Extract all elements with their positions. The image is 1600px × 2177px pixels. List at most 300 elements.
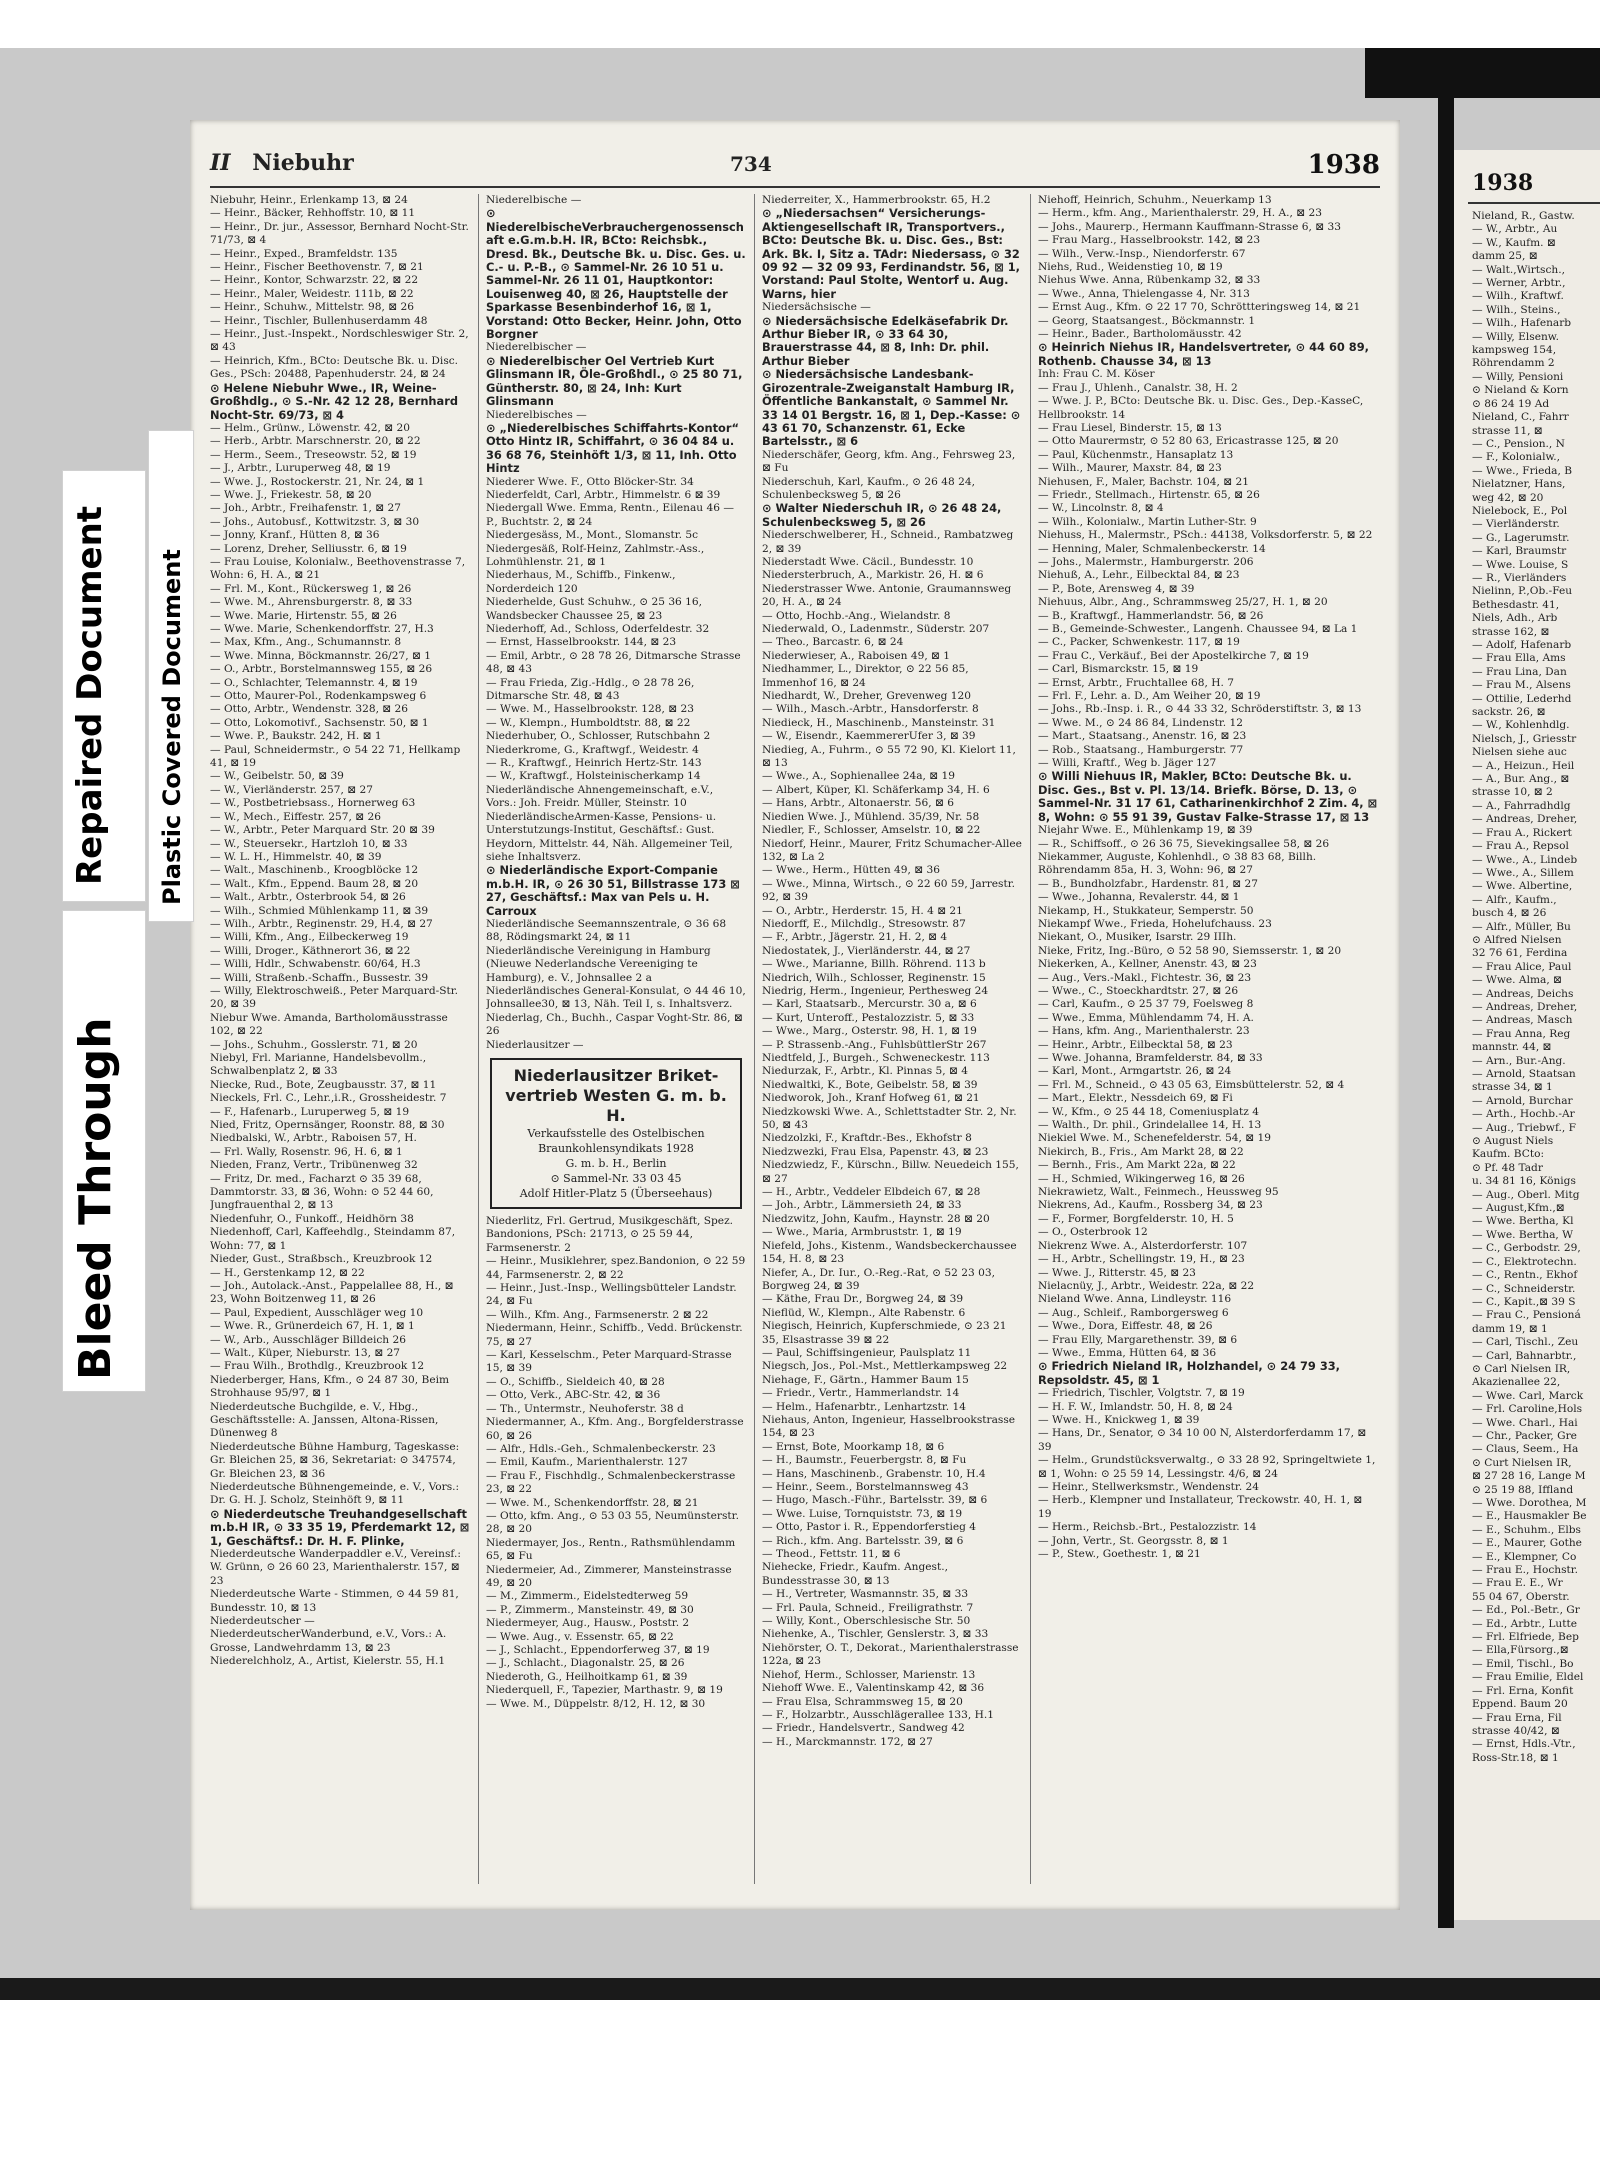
directory-entry: — Herm., Reichsb.-Brt., Pestalozzistr. 14 bbox=[1038, 1521, 1257, 1534]
directory-entry: Niehörster, O. T., Dekorat., Marienthalerstrasse 122a, ⊠ 23 bbox=[762, 1641, 1019, 1668]
next-page-entry: — Walt.,Wirtsch., bbox=[1472, 263, 1565, 276]
next-page-entry: u. 34 81 16, Königs bbox=[1472, 1175, 1576, 1188]
directory-entry: — W., Arbtr., Peter Marquard Str. 20 ⊠ 39 bbox=[210, 824, 435, 837]
directory-entry: Niehuus, Albr., Ang., Schrammsweg 25/27, H. 1, ⊠ 20 bbox=[1038, 596, 1328, 609]
directory-entry: Nieke, Fritz, Ing.-Büro, ⊙ 52 58 90, Siemsserstr. 1, ⊠ 20 bbox=[1038, 944, 1342, 957]
directory-entry: Nieden, Franz, Vertr., Tribünenweg 32 bbox=[210, 1159, 418, 1172]
next-page-entry: — Wwe. Carl, Marck bbox=[1472, 1389, 1584, 1402]
directory-entry: — Carl, Kaufm., ⊙ 25 37 79, Foelsweg 8 bbox=[1038, 998, 1254, 1011]
top-margin bbox=[0, 0, 1600, 48]
directory-entry: Niederquell, F., Tapezier, Marthastr. 9, ⊠ 19 bbox=[486, 1684, 723, 1697]
directory-entry: — Wwe. Marie, Schenkendorffstr. 27, H.3 bbox=[210, 623, 434, 635]
directory-entry: Niekrawietz, Walt., Feinmech., Heussweg 95 bbox=[1038, 1186, 1279, 1199]
next-page-entry: — Andreas, Masch bbox=[1472, 1014, 1573, 1027]
next-page-entry: — Andreas, Dreher, bbox=[1472, 813, 1578, 826]
directory-entry: Niefer, A., Dr. Iur., O.-Reg.-Rat, ⊙ 52 23 03, Borgweg 24, ⊠ 39 bbox=[762, 1266, 995, 1292]
directory-entry: Niederwald, O., Ladenmstr., Süderstr. 207 bbox=[762, 623, 990, 635]
next-page-entry: — E., Schuhm., Elbs bbox=[1472, 1523, 1581, 1536]
directory-entry: Niehusen, F., Maler, Bachstr. 104, ⊠ 21 bbox=[1038, 475, 1249, 488]
label-bleed-through: Bleed Through bbox=[70, 1017, 121, 1380]
next-page-entry: — Ella,Fürsorg.,⊠ bbox=[1472, 1644, 1569, 1657]
directory-entry: — Wwe. M., ⊙ 24 86 84, Lindenstr. 12 bbox=[1038, 716, 1243, 729]
directory-entry: — Ernst, Hasselbrookstr. 144, ⊠ 23 bbox=[486, 636, 677, 649]
next-page-entry: — Wilh., Steins., bbox=[1472, 303, 1561, 316]
directory-entry: — H., Marckmannstr. 172, ⊠ 27 bbox=[762, 1735, 933, 1748]
next-page-entry: — Wwe. Albertine, bbox=[1472, 880, 1573, 893]
directory-entry: Niedhardt, W., Dreher, Grevenweg 120 bbox=[762, 690, 971, 703]
directory-entry: — Heinr., Stellwerksmstr., Wendenstr. 24 bbox=[1038, 1481, 1260, 1493]
directory-entry: — Wwe., Johanna, Revalerstr. 44, ⊠ 1 bbox=[1038, 891, 1240, 904]
next-page-entry: Röhrendamm 2 bbox=[1472, 357, 1555, 370]
directory-entry: — Paul, Küchenmstr., Hansaplatz 13 bbox=[1038, 448, 1234, 461]
directory-entry: Nied, Fritz, Opernsänger, Roonstr. 88, ⊠ 30 bbox=[210, 1119, 445, 1132]
gutter-shadow bbox=[1438, 98, 1454, 1928]
directory-entry: — Heinr., Bader., Bartholomäusstr. 42 bbox=[1038, 328, 1242, 341]
directory-entry: — Aug., Schleif., Ramborgersweg 6 bbox=[1038, 1306, 1229, 1319]
directory-entry: — Heinr., Musiklehrer, spez.Bandonion, ⊙ 22 59 44, Farmsenerstr. 2, ⊠ 22 bbox=[486, 1255, 746, 1281]
next-page-entry: 55 04 67, Oberstr. bbox=[1472, 1590, 1570, 1603]
directory-entry: Niedtfeld, J., Burgeh., Schweneckestr. 113 bbox=[762, 1052, 990, 1064]
directory-entry: — Heinr., Seem., Borstelmannsweg 43 bbox=[762, 1481, 969, 1493]
directory-entry: — Wwe. J., Friekestr. 58, ⊠ 20 bbox=[210, 488, 372, 501]
directory-entry: — Friedr., Handelsvertr., Sandweg 42 bbox=[762, 1722, 965, 1735]
directory-entry: — Paul, Schiffsingenieur, Paulsplatz 11 bbox=[762, 1346, 972, 1359]
directory-entry: Niedzkowski Wwe. A., Schlettstadter Str. 2, Nr. 50, ⊠ 43 bbox=[762, 1105, 1017, 1132]
next-page-entry: — A., Bur. Ang., ⊠ bbox=[1472, 773, 1570, 786]
directory-entry: — Wilh., Arbtr., Reginenstr. 29, H.4, ⊠ 27 bbox=[210, 917, 433, 930]
next-page-entry: Akazienallee 22, bbox=[1472, 1376, 1561, 1389]
directory-entry: Niehoff Wwe. E., Valentinskamp 42, ⊠ 36 bbox=[762, 1682, 985, 1695]
next-page-entry: — E., Hausmakler Be bbox=[1472, 1510, 1587, 1523]
directory-entry: — O., Osterbrook 12 bbox=[1038, 1226, 1148, 1239]
directory-entry: Niederwieser, A., Raboisen 49, ⊠ 1 bbox=[762, 649, 951, 662]
column-divider bbox=[754, 194, 755, 1884]
next-page-entry: — Wilh., Kraftwf. bbox=[1472, 290, 1564, 303]
directory-entry: Niederschwelberer, H., Schneid., Rambatzweg 2, ⊠ 39 bbox=[762, 529, 1014, 555]
directory-page bbox=[190, 120, 1400, 1910]
directory-entry: Nieckels, Frl. C., Lehr.,i.R., Grossheidestr. 7 bbox=[210, 1092, 447, 1105]
directory-entry: Niederländische Ahnengemeinschaft, e.V., Vors.: Joh. Freidr. Müller, Steinstr. 10 bbox=[486, 783, 714, 810]
next-page-entry: — Aug., Triebwf., F bbox=[1472, 1121, 1576, 1134]
directory-entry: Niedrig, Herm., Ingenieur, Perthesweg 24 bbox=[762, 984, 989, 997]
directory-entry: — Willy, Kont., Oberschlesische Str. 50 bbox=[762, 1615, 971, 1628]
next-page-entry: — Ottilie, Lederhd bbox=[1472, 692, 1572, 705]
directory-entry: Niehoff, Heinrich, Schuhm., Neuerkamp 13 bbox=[1038, 194, 1272, 206]
directory-entry: Niedostatek, J., Vierländerstr. 44, ⊠ 27 bbox=[762, 944, 971, 957]
directory-entry: ⊙ Niederdeutsche Treuhandgesellschaft m.b.H IR, ⊙ 33 35 19, Pferdemarkt 12, ⊠ 1, Geschäftsf.: Dr. H. F. Plinke, bbox=[210, 1506, 470, 1548]
directory-entry: — Joh., Arbtr., Freihafenstr. 1, ⊠ 27 bbox=[210, 502, 402, 515]
next-page-entry: Nielebock, E., Pol bbox=[1472, 504, 1568, 517]
directory-entry: Niederlausitzer — bbox=[486, 1038, 584, 1051]
bottom-margin bbox=[0, 2000, 1600, 2177]
directory-entry: Niekiel Wwe. M., Schenefelderstr. 54, ⊠ 19 bbox=[1038, 1132, 1272, 1145]
directory-entry: Niehage, F., Gärtn., Hammer Baum 15 bbox=[762, 1373, 969, 1386]
label-plastic: Plastic Covered Document bbox=[158, 549, 186, 905]
directory-entry: Niehecke, Friedr., Kaufm. Angest., Bundesstrasse 30, ⊠ 13 bbox=[762, 1561, 948, 1587]
directory-entry: — Frl. M., Kont., Rückersweg 1, ⊠ 26 bbox=[210, 582, 412, 595]
directory-entry: — Herm., Seem., Treseowstr. 52, ⊠ 19 bbox=[210, 448, 417, 461]
next-page-entry: — Ernst, Hdls.-Vtr., bbox=[1472, 1738, 1576, 1751]
next-page-entry: — Frau E., Hochstr. bbox=[1472, 1564, 1579, 1577]
directory-entry: Nielacnüy, J., Arbtr., Weidestr. 22a, ⊠ 22 bbox=[1038, 1279, 1255, 1292]
directory-entry: — H., Gerstenkamp 12, ⊠ 22 bbox=[210, 1266, 365, 1279]
directory-entry: — Heinr., Kontor, Schwarzstr. 22, ⊠ 22 bbox=[210, 274, 419, 287]
next-page-entry: kampsweg 154, bbox=[1472, 344, 1557, 357]
directory-entry: — Heinr., Arbtr., Eilbecktal 58, ⊠ 23 bbox=[1038, 1038, 1233, 1051]
directory-entry: — Johs., Autobusf., Kottwitzstr. 3, ⊠ 30 bbox=[210, 515, 420, 528]
directory-entry: — Wwe. Johanna, Bramfelderstr. 84, ⊠ 33 bbox=[1038, 1052, 1263, 1064]
directory-entry: — H., Arbtr., Schellingstr. 19, H., ⊠ 23 bbox=[1038, 1253, 1245, 1266]
directory-entry: — Wwe. M., Ahrensburgerstr. 8, ⊠ 33 bbox=[210, 596, 413, 609]
next-page-entry: Nielatzner, Hans, bbox=[1472, 478, 1566, 491]
directory-entry: ⊙ Heinrich Niehus IR, Handelsvertreter, ⊙ 44 60 89, Rothenb. Chausse 34, ⊠ 13 bbox=[1038, 340, 1369, 368]
next-page-entry: Eppend. Baum 20 bbox=[1472, 1698, 1568, 1711]
directory-entry: Niederstadt Wwe. Cäcil., Bundesstr. 10 bbox=[762, 555, 974, 568]
directory-entry: Niekant, O., Musiker, Isarstr. 29 IIIh. bbox=[1038, 931, 1237, 944]
directory-entry: ⊙ „Niedersachsen“ Versicherungs-Aktiengesellschaft IR, Transportvers., BCto: Deutsche Bk. u. Disc. Ges., Bst: Ark. Bk. I, Sitz a. TAdr: Niedersass, ⊙ 32 09 92 — 32 09 93, Ferdinandstr. 56, ⊠ 1, Vorstand: Paul Stolte, Wentorf u. Aug. Warns, hier bbox=[762, 206, 1020, 301]
directory-entry: — O., Schiffb., Sieldeich 40, ⊠ 28 bbox=[486, 1375, 665, 1388]
next-page-entry: ⊙ Carl Nielsen IR, bbox=[1472, 1362, 1571, 1375]
directory-entry: Niehs, Rud., Weidenstieg 10, ⊠ 19 bbox=[1038, 261, 1223, 274]
directory-entry: — W. L. H., Himmelstr. 40, ⊠ 39 bbox=[210, 850, 382, 863]
directory-entry: Niederhoff, Ad., Schloss, Oderfeldestr. 32 bbox=[486, 623, 710, 635]
directory-entry: Niehof, Herm., Schlosser, Marienstr. 13 bbox=[762, 1668, 976, 1681]
directory-entry: — Theod., Fettstr. 11, ⊠ 6 bbox=[762, 1548, 901, 1561]
directory-entry: — Wwe. P., Baukstr. 242, H. ⊠ 1 bbox=[210, 730, 382, 743]
directory-entry: — Willi, Hdlr., Schwabenstr. 60/64, H.3 bbox=[210, 958, 421, 971]
directory-entry: Niederelbische — bbox=[486, 194, 582, 206]
next-page-entry: — Frl. Caroline,Hols bbox=[1472, 1403, 1583, 1416]
directory-entry: Niederoth, G., Heilhoitkamp 61, ⊠ 39 bbox=[486, 1670, 688, 1683]
column-1 bbox=[210, 194, 470, 1894]
directory-entry: — Lorenz, Dreher, Selliusstr. 6, ⊠ 19 bbox=[210, 542, 407, 555]
directory-entry: — Willi, Kfm., Ang., Eilbeckerweg 19 bbox=[210, 931, 409, 944]
directory-entry: ⊙ Walter Niederschuh IR, ⊙ 26 48 24, Schulenbecksweg 5, ⊠ 26 bbox=[762, 501, 1002, 529]
directory-entry: — Walt., Maschinenb., Kroogblöcke 12 bbox=[210, 864, 419, 877]
ad-title-line-1: Niederlausitzer Briket- bbox=[513, 1066, 719, 1085]
directory-entry: — W., Vierländerstr. 257, ⊠ 27 bbox=[210, 783, 373, 796]
directory-entry: — H. F. W., Imlandstr. 50, H. 8, ⊠ 24 bbox=[1038, 1400, 1233, 1413]
directory-entry: — Wilh., Maurer, Maxstr. 84, ⊠ 23 bbox=[1038, 462, 1222, 475]
next-page-entry: — E., Maurer, Gothe bbox=[1472, 1537, 1582, 1550]
directory-entry: Niederländische Seemannszentrale, ⊙ 36 68 88, Rödingsmarkt 24, ⊠ 11 bbox=[486, 917, 727, 944]
directory-entry: — P., Zimmerm., Mansteinstr. 49, ⊠ 30 bbox=[486, 1603, 694, 1616]
ad-line-2: Braunkohlensyndikats 1928 bbox=[538, 1142, 694, 1155]
next-page-entry: Nielsen siehe auc bbox=[1472, 746, 1567, 759]
directory-entry: Niecke, Rud., Bote, Zeugbausstr. 37, ⊠ 11 bbox=[210, 1078, 437, 1091]
column-divider bbox=[1030, 194, 1031, 1884]
directory-entry: — Paul, Expedient, Ausschläger weg 10 bbox=[210, 1306, 424, 1319]
directory-entry: — Herb., Arbtr. Marschnerstr. 20, ⊠ 22 bbox=[210, 435, 421, 448]
directory-entry: — Wwe. Minna, Böckmannstr. 26/27, ⊠ 1 bbox=[210, 649, 431, 662]
next-page-entry: — C., Gerbodstr. 29, bbox=[1472, 1242, 1581, 1255]
next-page-entry: mannstr. 44, ⊠ bbox=[1472, 1041, 1552, 1054]
directory-entry: Niebuhr, Heinr., Erlenkamp 13, ⊠ 24 bbox=[210, 194, 408, 206]
directory-entry: Nieder, Gust., Straßbsch., Kreuzbrook 12 bbox=[210, 1253, 433, 1266]
next-page-entry: Bethesdastr. 41, bbox=[1472, 598, 1560, 611]
directory-entry: — Johs., Malermstr., Hamburgerstr. 206 bbox=[1038, 555, 1254, 568]
directory-entry: — Heinr., Bäcker, Rehhoffstr. 10, ⊠ 11 bbox=[210, 207, 416, 220]
page-number: 734 bbox=[730, 152, 772, 176]
directory-entry: — Wwe. Aug., v. Essenstr. 65, ⊠ 22 bbox=[486, 1630, 674, 1643]
directory-entry: — Ernst, Bote, Moorkamp 18, ⊠ 6 bbox=[762, 1440, 945, 1453]
ad-line-3: G. m. b. H., Berlin bbox=[565, 1157, 667, 1170]
directory-entry: — Ernst, Arbtr., Fruchtallee 68, H. 7 bbox=[1038, 676, 1234, 689]
next-page-entry: damm 19, ⊠ 1 bbox=[1472, 1322, 1548, 1335]
directory-entry: Niedzwiedz, F., Kürschn., Billw. Neuedeich 155, ⊠ 27 bbox=[762, 1159, 1019, 1185]
next-page-entry: — Ed., Pol.-Betr., Gr bbox=[1472, 1604, 1580, 1617]
next-page-rule bbox=[1468, 202, 1600, 204]
directory-entry: Niederelchholz, A., Artist, Kielerstr. 55, H.1 bbox=[210, 1655, 446, 1668]
next-page-entry: — C., Pension., N bbox=[1472, 437, 1565, 450]
directory-entry: — F., Hafenarb., Luruperweg 5, ⊠ 19 bbox=[210, 1105, 410, 1118]
next-page-entry: — Wwe. Bertha, Kl bbox=[1472, 1215, 1574, 1228]
directory-entry: Niefeld, Johs., Kistenm., Wandsbeckerchaussee 154, H. 8, ⊠ 23 bbox=[762, 1239, 1017, 1266]
next-page-entry: 32 76 61, Ferdina bbox=[1472, 947, 1568, 960]
directory-entry: Niehuß, A., Lehr., Eilbecktal 84, ⊠ 23 bbox=[1038, 569, 1240, 582]
directory-entry: — Th., Untermstr., Neuhoferstr. 38 d bbox=[486, 1402, 684, 1415]
directory-entry: — Fritz, Dr. med., Facharzt ⊙ 35 39 68, Dammtorstr. 33, ⊠ 36, Wohn: ⊙ 52 44 60, Jungfrauenthal 2, ⊠ 13 bbox=[210, 1172, 434, 1212]
next-page-entry: Ross-Str.18, ⊠ 1 bbox=[1472, 1751, 1559, 1764]
next-page-entry: — Arn., Bur.-Ang. bbox=[1472, 1054, 1566, 1067]
page-header bbox=[210, 150, 1380, 184]
next-page-entry: — Wwe. Charl., Hai bbox=[1472, 1416, 1578, 1429]
directory-entry: — Hugo, Masch.-Führ., Bartelsstr. 39, ⊠ 6 bbox=[762, 1494, 988, 1507]
directory-entry: — W., Eisendr., KaemmererUfer 3, ⊠ 39 bbox=[762, 730, 976, 743]
directory-entry: ⊙ Niedersächsische Edelkäsefabrik Dr. Arthur Bieber IR, ⊙ 33 64 30, Brauerstrasse 44, ⊠ 8, Inh: Dr. phil. Arthur Bieber bbox=[762, 313, 1009, 368]
directory-entry: — Wwe. M., Schenkendorffstr. 28, ⊠ 21 bbox=[486, 1496, 699, 1509]
next-page-entry: — Wilh., Hafenarb bbox=[1472, 317, 1572, 330]
directory-entry: Niederländische Vereinigung in Hamburg (Nieuwe Nederlandsche Vereeniging te Hamburg), e. V., Johnsallee 2 a bbox=[486, 944, 711, 984]
directory-entry: — Max, Kfm., Ang., Schumannstr. 8 bbox=[210, 636, 402, 649]
next-page-entry: — Frl. Erna, Konfit bbox=[1472, 1684, 1574, 1697]
directory-entry: Niekrenz Wwe. A., Alsterdorferstr. 107 bbox=[1038, 1239, 1248, 1252]
directory-entry: — Johs., Schuhm., Gosslerstr. 71, ⊠ 20 bbox=[210, 1038, 418, 1051]
directory-entry: — Georg, Staatsangest., Böckmannstr. 1 bbox=[1038, 314, 1256, 327]
ad-title-line-2: vertrieb Westen G. m. b. H. bbox=[505, 1086, 727, 1125]
next-page-entry: ⊠ 27 28 16, Lange M bbox=[1472, 1470, 1586, 1483]
directory-entry: Niederländisches General-Konsulat, ⊙ 44 46 10, Johnsallee30, ⊠ 13, Näh. Teil I, s. Inhaltsverz. bbox=[486, 984, 746, 1011]
next-page-entry: — Frau Ella, Ams bbox=[1472, 652, 1566, 665]
directory-entry: — Joh., Autolack.-Anst., Pappelallee 88, H., ⊠ 23, Wohn Boitzenweg 11, ⊠ 26 bbox=[210, 1279, 454, 1306]
directory-entry: — Helm., Hafenarbtr., Lenhartzstr. 14 bbox=[762, 1400, 966, 1413]
next-page-entry: — Frau Anna, Reg bbox=[1472, 1027, 1571, 1040]
directory-entry: — W., Geibelstr. 50, ⊠ 39 bbox=[210, 770, 344, 783]
directory-entry: — Otto, Arbtr., Wendenstr. 328, ⊠ 26 bbox=[210, 703, 409, 716]
directory-entry: — Otto, kfm. Ang., ⊙ 53 03 55, Neumünsterstr. 28, ⊠ 20 bbox=[486, 1509, 739, 1536]
next-page-entry: — Wwe., Frieda, B bbox=[1472, 464, 1572, 477]
directory-entry: Niekirch, B., Fris., Am Markt 28, ⊠ 22 bbox=[1038, 1145, 1244, 1158]
next-page-entry: — C., Rentn., Ekhof bbox=[1472, 1269, 1578, 1282]
directory-entry: Niederelbischer — bbox=[486, 341, 587, 354]
scanner-shadow bbox=[1365, 48, 1600, 98]
next-page-entry: — W., Arbtr., Au bbox=[1472, 223, 1558, 236]
directory-entry: — Emil, Arbtr., ⊙ 28 78 26, Ditmarsche Strasse 48, ⊠ 43 bbox=[486, 649, 741, 676]
directory-entry: — Frl. Wally, Rosenstr. 96, H. 6, ⊠ 1 bbox=[210, 1145, 403, 1158]
directory-entry: Niederdeutsche Bühne Hamburg, Tageskasse: Gr. Bleichen 25, ⊠ 36, Sekretariat: ⊙ 347574, Gr. Bleichen 23, ⊠ 36 bbox=[210, 1440, 460, 1480]
next-page-entry: — F., Kolonialw., bbox=[1472, 451, 1560, 464]
directory-entry: Niekampf Wwe., Frieda, Hohelufchauss. 23 bbox=[1038, 917, 1272, 930]
next-page-entry: — Chr., Packer, Gre bbox=[1472, 1429, 1577, 1442]
directory-entry: — Frau Louise, Kolonialw., Beethovenstrasse 7, Wohn: 6, H. A., ⊠ 21 bbox=[210, 555, 466, 582]
label-repaired: Repaired Document bbox=[70, 505, 110, 885]
advertisement-box bbox=[490, 1058, 742, 1209]
directory-entry: Niederreiter, X., Hammerbrookstr. 65, H.2 bbox=[762, 194, 991, 206]
directory-entry: — O., Schlachter, Telemannstr. 4, ⊠ 19 bbox=[210, 676, 418, 689]
next-page-entry: ⊙ 25 19 88, Iffland bbox=[1472, 1483, 1574, 1496]
next-page-entry: strasse 34, ⊠ 1 bbox=[1472, 1081, 1553, 1094]
directory-entry: — Willi, Straßenb.-Schaffn., Bussestr. 39 bbox=[210, 971, 429, 984]
next-page-year: 1938 bbox=[1472, 170, 1534, 196]
next-page-entry: — W., Kaufm. ⊠ bbox=[1472, 236, 1556, 249]
directory-entry: — Rich., kfm. Ang. Bartelsstr. 39, ⊠ 6 bbox=[762, 1534, 964, 1547]
next-page-entry: — Andreas, Dreher, bbox=[1472, 1000, 1578, 1013]
directory-entry: — Rob., Staatsang., Hamburgerstr. 77 bbox=[1038, 743, 1244, 756]
directory-entry: — J., Arbtr., Luruperweg 48, ⊠ 19 bbox=[210, 462, 391, 475]
directory-entry: — Wwe. Luise, Tornquiststr. 73, ⊠ 19 bbox=[762, 1507, 963, 1520]
next-page-entry: — Karl, Braumstr bbox=[1472, 545, 1567, 558]
directory-entry: Niedrich, Wilh., Schlosser, Reginenstr. 15 bbox=[762, 971, 986, 984]
directory-entry: Niederdeutsche Buchgilde, e. V., Hbg., Geschäftsstelle: A. Janssen, Altona-Rissen, Dünenweg 8 bbox=[210, 1400, 439, 1440]
directory-entry: — Herm., kfm. Ang., Marienthalerstr. 29, H. A., ⊠ 23 bbox=[1038, 207, 1322, 220]
directory-entry: Niehus Wwe. Anna, Rübenkamp 32, ⊠ 33 bbox=[1038, 274, 1261, 287]
directory-entry: — W., Postbetriebsass., Hornerweg 63 bbox=[210, 797, 416, 810]
directory-entry: — H., Schmied, Wikingerweg 16, ⊠ 26 bbox=[1038, 1172, 1245, 1185]
directory-entry: Niederhelde, Gust Schuhw., ⊙ 25 36 16, Wandsbecker Chaussee 25, ⊠ 23 bbox=[486, 596, 703, 622]
directory-entry: — Hans, Arbtr., Altonaerstr. 56, ⊠ 6 bbox=[762, 797, 954, 810]
directory-entry: — Wwe. H., Knickweg 1, ⊠ 39 bbox=[1038, 1413, 1200, 1426]
year: 1938 bbox=[1307, 150, 1380, 180]
directory-entry: — M., Zimmerm., Eidelstedterweg 59 bbox=[486, 1590, 689, 1603]
next-page-entry: — Claus, Seem., Ha bbox=[1472, 1443, 1579, 1456]
directory-entry: Niedler, F., Schlosser, Amselstr. 10, ⊠ 22 bbox=[762, 824, 981, 837]
directory-entry: Niederlitz, Frl. Gertrud, Musikgeschäft, Spez. Bandonions, PSch: 21713, ⊙ 25 59 44, Farmsenerstr. 2 bbox=[486, 1215, 734, 1254]
directory-entry: — Frau F., Fischhdlg., Schmalenbeckerstrasse 23, ⊠ 22 bbox=[486, 1469, 736, 1496]
next-page-entry: ⊙ 86 24 19 Ad bbox=[1472, 397, 1550, 410]
next-page-entry: — Wwe. Louise, S bbox=[1472, 558, 1569, 571]
directory-entry: — Wwe. J., Rostockerstr. 21, Nr. 24, ⊠ 1 bbox=[210, 475, 425, 488]
directory-entry: Niehenke, A., Tischler, Genslerstr. 3, ⊠ 33 bbox=[762, 1628, 989, 1641]
next-page-entry: — Frau Erna, Fil bbox=[1472, 1711, 1562, 1724]
directory-entry: — Heinr., Tischler, Bullenhuserdamm 48 bbox=[210, 314, 428, 327]
directory-entry: Niederer Wwe. F., Otto Blöcker-Str. 34 bbox=[486, 475, 694, 488]
next-page-entry: — W., Kohlenhdlg. bbox=[1472, 719, 1570, 732]
directory-entry: Niedersächsische — bbox=[762, 301, 871, 314]
ad-line-4: ⊙ Sammel-Nr. 33 03 45 bbox=[550, 1172, 682, 1185]
next-page-entry: — R., Vierländers bbox=[1472, 571, 1567, 584]
directory-entry: — Wwe., Anna, Thielengasse 4, Nr. 313 bbox=[1038, 287, 1250, 300]
directory-entry: NiederdeutscherWanderbund, e.V., Vors.: A. Grosse, Landwehrdamm 13, ⊠ 23 bbox=[210, 1628, 447, 1654]
next-page-entry: strasse 11, ⊠ bbox=[1472, 424, 1543, 437]
directory-entry: Niejahr Wwe. E., Mühlenkamp 19, ⊠ 39 bbox=[1038, 824, 1253, 837]
directory-entry: Niederschäfer, Georg, kfm. Ang., Fehrsweg 23, ⊠ Fu bbox=[762, 448, 1016, 475]
directory-entry: — Wwe. R., Grünerdeich 67, H. 1, ⊠ 1 bbox=[210, 1320, 415, 1333]
next-page-entry: weg 42, ⊠ 20 bbox=[1472, 491, 1544, 504]
directory-entry: — Paul, Schneidermstr., ⊙ 54 22 71, Hellkamp 41, ⊠ 19 bbox=[210, 743, 461, 770]
directory-entry: — Wwe., A., Sophienallee 24a, ⊠ 19 bbox=[762, 770, 956, 783]
next-page-entry: ⊙ Pf. 48 Tadr bbox=[1472, 1161, 1543, 1174]
directory-entry: — Johs., Rb.-Insp. i. R., ⊙ 44 33 32, Schröderstiftstr. 3, ⊠ 13 bbox=[1038, 703, 1362, 716]
directory-entry: Niebur Wwe. Amanda, Bartholomäusstrasse 102, ⊠ 22 bbox=[210, 1011, 448, 1038]
directory-entry: — W., Steuersekr., Hartzloh 10, ⊠ 33 bbox=[210, 837, 408, 850]
directory-entry: Niederfeldt, Carl, Arbtr., Himmelstr. 6 ⊠ 39 bbox=[486, 488, 721, 501]
directory-entry: — Johs., Maurerp., Hermann Kauffmann-Strasse 6, ⊠ 33 bbox=[1038, 220, 1341, 233]
directory-entry: Nieland Wwe. Anna, Lindleystr. 116 bbox=[1038, 1293, 1232, 1306]
directory-entry: — Wwe., Minna, Wirtsch., ⊙ 22 60 59, Jarrestr. 92, ⊠ 39 bbox=[762, 877, 1016, 904]
directory-entry: — Hans, kfm. Ang., Marienthalerstr. 23 bbox=[1038, 1025, 1250, 1038]
next-page-entry: — Wwe., A., Lindeb bbox=[1472, 853, 1578, 866]
directory-entry: — Aug., Vers.-Makl., Fichtestr. 36, ⊠ 23 bbox=[1038, 971, 1252, 984]
directory-entry: — Bernh., Fris., Am Markt 22a, ⊠ 22 bbox=[1038, 1159, 1236, 1172]
next-page-entry: — Wwe., A., Sillem bbox=[1472, 866, 1574, 879]
directory-entry: — Willi, Droger., Käthnerort 36, ⊠ 22 bbox=[210, 944, 411, 957]
directory-entry: Niedergall Wwe. Emma, Rentn., Eilenau 46 — P., Buchtstr. 2, ⊠ 24 bbox=[486, 502, 734, 528]
next-page-entry: — C., Elektrotechn. bbox=[1472, 1255, 1577, 1268]
next-page-entry: — Frau C., Pensioná bbox=[1472, 1309, 1581, 1322]
directory-entry: — Otto, Hochb.-Ang., Wielandstr. 8 bbox=[762, 609, 951, 622]
next-page-entry: — Wwe. Dorothea, M bbox=[1472, 1497, 1587, 1509]
directory-entry: — W., Kfm., ⊙ 25 44 18, Comeniusplatz 4 bbox=[1038, 1105, 1259, 1118]
next-page-entry: strasse 162, ⊠ bbox=[1472, 625, 1550, 638]
directory-entry: — Hans, Dr., Senator, ⊙ 34 10 00 N, Alsterdorferdamm 17, ⊠ 39 bbox=[1038, 1427, 1367, 1453]
directory-entry: Niedermanner, A., Kfm. Ang., Borgfelderstrasse 60, ⊠ 26 bbox=[486, 1416, 744, 1442]
directory-entry: — B., Gemeinde-Schwester., Langenh. Chaussee 94, ⊠ La 1 bbox=[1038, 623, 1358, 635]
directory-entry: Niebyl, Frl. Marianne, Handelsbevollm., Schwalbenplatz 2, ⊠ 33 bbox=[210, 1052, 427, 1078]
directory-entry: — P. Strassenb.-Ang., FuhlsbüttlerStr 267 bbox=[762, 1038, 987, 1051]
directory-entry: — Wwe. J., Ritterstr. 45, ⊠ 23 bbox=[1038, 1266, 1196, 1279]
directory-entry: — Wwe., Maria, Armbruststr. 1, ⊠ 19 bbox=[762, 1226, 962, 1239]
directory-entry: ⊙ Niederelbischer Oel Vertrieb Kurt Glinsmann IR, Öle-Großhdl., ⊙ 25 80 71, Güntherstr. 80, ⊠ 24, Inh: Kurt Glinsmann bbox=[486, 353, 743, 409]
next-page-entry: — Adolf, Hafenarb bbox=[1472, 639, 1572, 651]
next-page-entry: — Frau Lina, Dan bbox=[1472, 665, 1567, 678]
directory-entry: — Mart., Elektr., Nessdeich 69, ⊠ Fi bbox=[1038, 1092, 1233, 1105]
next-page-entry: — Frl. Elfriede, Bep bbox=[1472, 1631, 1579, 1644]
directory-entry: — Frau Marg., Hasselbrookstr. 142, ⊠ 23 bbox=[1038, 234, 1261, 247]
column-4 bbox=[1038, 194, 1378, 1894]
directory-entry: — W., Arb., Ausschläger Billdeich 26 bbox=[210, 1333, 406, 1346]
directory-entry: Niekamp, H., Stukkateur, Semperstr. 50 bbox=[1038, 904, 1254, 917]
directory-entry: — J., Schlacht., Diagonalstr. 25, ⊠ 26 bbox=[486, 1657, 685, 1670]
directory-entry: — W., Kraftwgf., Holsteinischerkamp 14 bbox=[486, 770, 701, 783]
directory-entry: — Jonny, Kranf., Hütten 8, ⊠ 36 bbox=[210, 529, 380, 542]
next-page-entry: — Arnold, Staatsan bbox=[1472, 1068, 1576, 1080]
directory-entry: — Heinrich, Kfm., BCto: Deutsche Bk. u. Disc. Ges., PSch: 20488, Papenhuderstr. 24, ⊠ 24 bbox=[210, 354, 459, 381]
directory-entry: — F., Holzarbtr., Ausschlägerallee 133, H.1 bbox=[762, 1708, 994, 1721]
directory-entry: — R., Schiffsoff., ⊙ 26 36 75, Sievekingsallee 58, ⊠ 26 bbox=[1038, 837, 1330, 850]
directory-entry: Niedenfuhr, O., Funkoff., Heidhörn 38 bbox=[210, 1212, 414, 1225]
directory-entry: — Hans, Maschinenb., Grabenstr. 10, H.4 bbox=[762, 1467, 986, 1480]
directory-entry: — Wwe., Marianne, Billh. Röhrend. 113 b bbox=[762, 958, 986, 971]
directory-entry: — B., Kraftwgf., Hammerlandstr. 56, ⊠ 26 bbox=[1038, 609, 1264, 622]
directory-entry: — Heinr., Just.-Inspekt., Nordschleswiger Str. 2, ⊠ 43 bbox=[210, 328, 469, 354]
directory-entry: ⊙ Friedrich Nieland IR, Holzhandel, ⊙ 24 79 33, Repsoldstr. 45, ⊠ 1 bbox=[1038, 1359, 1341, 1387]
next-page-entry: strasse 40/42, ⊠ bbox=[1472, 1724, 1560, 1737]
directory-entry: ⊙ „Niederelbisches Schiffahrts-Kontor“ Otto Hintz IR, Schiffahrt, ⊙ 36 04 84 u. 36 68 76, Steinhöft 1/3, ⊠ 11, Inh. Otto Hintz bbox=[486, 420, 739, 476]
next-page-entry: — C., Kapit.,⊠ 39 S bbox=[1472, 1295, 1576, 1308]
directory-entry: Niederschuh, Karl, Kaufm., ⊙ 26 48 24, Schulenbecksweg 5, ⊠ 26 bbox=[762, 475, 975, 501]
column-2 bbox=[486, 194, 746, 1894]
directory-entry: — Walt., Arbtr., Osterbrook 54, ⊠ 26 bbox=[210, 891, 406, 904]
directory-entry: — Wwe. Marie, Hirtenstr. 55, ⊠ 26 bbox=[210, 609, 397, 622]
directory-entry: — Käthe, Frau Dr., Borgweg 24, ⊠ 39 bbox=[762, 1293, 964, 1306]
directory-entry: — F., Arbtr., Jägerstr. 21, H. 2, ⊠ 4 bbox=[762, 931, 948, 944]
directory-entry: — Wwe., Emma, Hütten 64, ⊠ 36 bbox=[1038, 1346, 1217, 1359]
directory-entry: Niederhaus, M., Schiffb., Finkenw., Norderdeich 120 bbox=[486, 569, 676, 595]
directory-entry: Niegsch, Jos., Pol.-Mst., Mettlerkampsweg 22 bbox=[762, 1360, 1008, 1373]
next-page-entry: Nielinn, P.,Ob.-Feu bbox=[1472, 585, 1573, 598]
directory-entry: — P., Bote, Arensweg 4, ⊠ 39 bbox=[1038, 582, 1195, 595]
directory-entry: — O., Arbtr., Herderstr. 15, H. 4 ⊠ 21 bbox=[762, 904, 963, 917]
